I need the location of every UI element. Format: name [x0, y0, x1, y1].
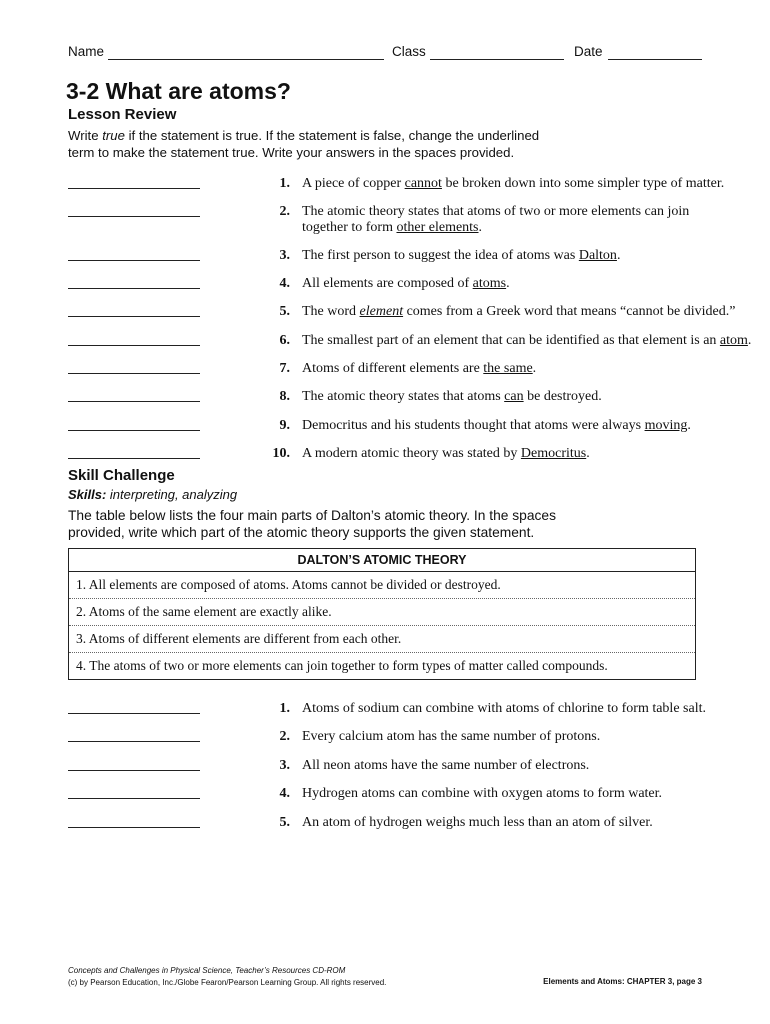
answer-blank[interactable] — [68, 458, 200, 459]
answer-blank[interactable] — [68, 373, 200, 374]
item-number: 5. — [279, 304, 290, 319]
item-statement: The first person to suggest the idea of atoms was Dalton. — [302, 248, 621, 263]
answer-blank[interactable] — [68, 770, 200, 771]
page-title: 3-2 What are atoms? — [66, 78, 291, 104]
item-statement: A modern atomic theory was stated by Democritus. — [302, 446, 590, 461]
date-label: Date — [574, 44, 603, 59]
answer-blank[interactable] — [68, 430, 200, 431]
lesson-review-instructions: Write true if the statement is true. If the statement is false, change the underlined term to make the statement true. Write your answers in the spaces provided. — [68, 128, 540, 160]
underlined-term: atom — [719, 333, 748, 348]
item-number: 4. — [279, 276, 290, 291]
table-row: 4. The atoms of two or more elements can join together to form types of matter called compounds. — [76, 658, 608, 673]
answer-blank[interactable] — [68, 798, 200, 799]
underlined-term: Dalton — [578, 248, 617, 263]
name-label: Name — [68, 44, 105, 59]
table-row: 1. All elements are composed of atoms. Atoms cannot be divided or destroyed. — [69, 572, 695, 599]
underlined-term: element — [359, 304, 404, 319]
class-label: Class — [392, 44, 426, 59]
skills-line: Skills: interpreting, analyzing — [68, 487, 238, 502]
answer-blank[interactable] — [68, 216, 200, 217]
underlined-term: the same — [483, 361, 533, 376]
answer-blank[interactable] — [68, 288, 200, 289]
table-row: 2. Atoms of the same element are exactly alike. — [69, 599, 695, 626]
item-number: 4. — [279, 786, 290, 801]
answer-blank[interactable] — [68, 827, 200, 828]
item-statement: A piece of copper cannot be broken down into some simpler type of matter. — [302, 176, 725, 191]
item-statement: Democritus and his students thought that atoms were always moving. — [302, 418, 691, 433]
item-number: 1. — [279, 701, 290, 716]
answer-blank[interactable] — [68, 401, 200, 402]
student-info-header — [68, 44, 702, 64]
date-field[interactable] — [608, 59, 702, 60]
answer-blank[interactable] — [68, 316, 200, 317]
item-number: 1. — [279, 176, 290, 191]
item-statement: Atoms of different elements are the same. — [302, 361, 537, 376]
item-statement: All neon atoms have the same number of electrons. — [302, 758, 590, 773]
lesson-review-heading: Lesson Review — [68, 106, 177, 123]
answer-blank[interactable] — [68, 713, 200, 714]
underlined-term: other elements — [396, 220, 479, 235]
answer-blank[interactable] — [68, 188, 200, 189]
skill-challenge-heading: Skill Challenge — [68, 467, 175, 484]
name-field[interactable] — [108, 59, 384, 60]
underlined-term: Democritus — [520, 446, 587, 461]
item-statement: The atomic theory states that atoms can be destroyed. — [302, 389, 602, 404]
table-title: DALTON’S ATOMIC THEORY — [69, 549, 695, 572]
skill-challenge-intro: The table below lists the four main parts of Dalton’s atomic theory. In the spaces provided, write which part of the atomic theory supports the given statement. — [68, 508, 556, 540]
item-statement: All elements are composed of atoms. — [302, 276, 510, 291]
item-number: 7. — [279, 361, 290, 376]
item-number: 9. — [279, 418, 290, 433]
item-number: 3. — [279, 758, 290, 773]
table-row: 3. Atoms of different elements are different from each other. — [69, 626, 695, 653]
item-statement: Hydrogen atoms can combine with oxygen atoms to form water. — [302, 786, 663, 801]
item-statement: Atoms of sodium can combine with atoms of chlorine to form table salt. — [302, 701, 706, 716]
item-number: 3. — [279, 248, 290, 263]
dalton-theory-table — [68, 548, 696, 680]
item-statement: Every calcium atom has the same number of protons. — [302, 729, 601, 744]
answer-blank[interactable] — [68, 345, 200, 346]
class-field[interactable] — [430, 59, 564, 60]
footer-credits: Concepts and Challenges in Physical Science, Teacher’s Resources CD-ROM (c) by Pearson Education, Inc./Globe Fearon/Pearson Learning Group. All rights reserved. — [68, 966, 387, 987]
footer-page-number: Elements and Atoms: CHAPTER 3, page 3 — [543, 977, 702, 986]
item-statement: The word element comes from a Greek word that means “cannot be divided.” — [302, 304, 736, 319]
item-statement: The smallest part of an element that can be identified as that element is an atom. — [302, 333, 752, 348]
underlined-term: can — [504, 389, 524, 404]
item-number: 10. — [272, 446, 290, 461]
item-statement: An atom of hydrogen weighs much less than an atom of silver. — [302, 815, 653, 830]
answer-blank[interactable] — [68, 260, 200, 261]
item-number: 8. — [279, 389, 290, 404]
underlined-term: atoms — [472, 276, 507, 291]
item-number: 6. — [279, 333, 290, 348]
item-statement: The atomic theory states that atoms of two or more elements can join together to form other elements. — [302, 204, 690, 235]
item-number: 5. — [279, 815, 290, 830]
underlined-term: moving — [644, 418, 688, 433]
underlined-term: cannot — [404, 176, 442, 191]
answer-blank[interactable] — [68, 741, 200, 742]
item-number: 2. — [279, 204, 290, 219]
item-number: 2. — [279, 729, 290, 744]
